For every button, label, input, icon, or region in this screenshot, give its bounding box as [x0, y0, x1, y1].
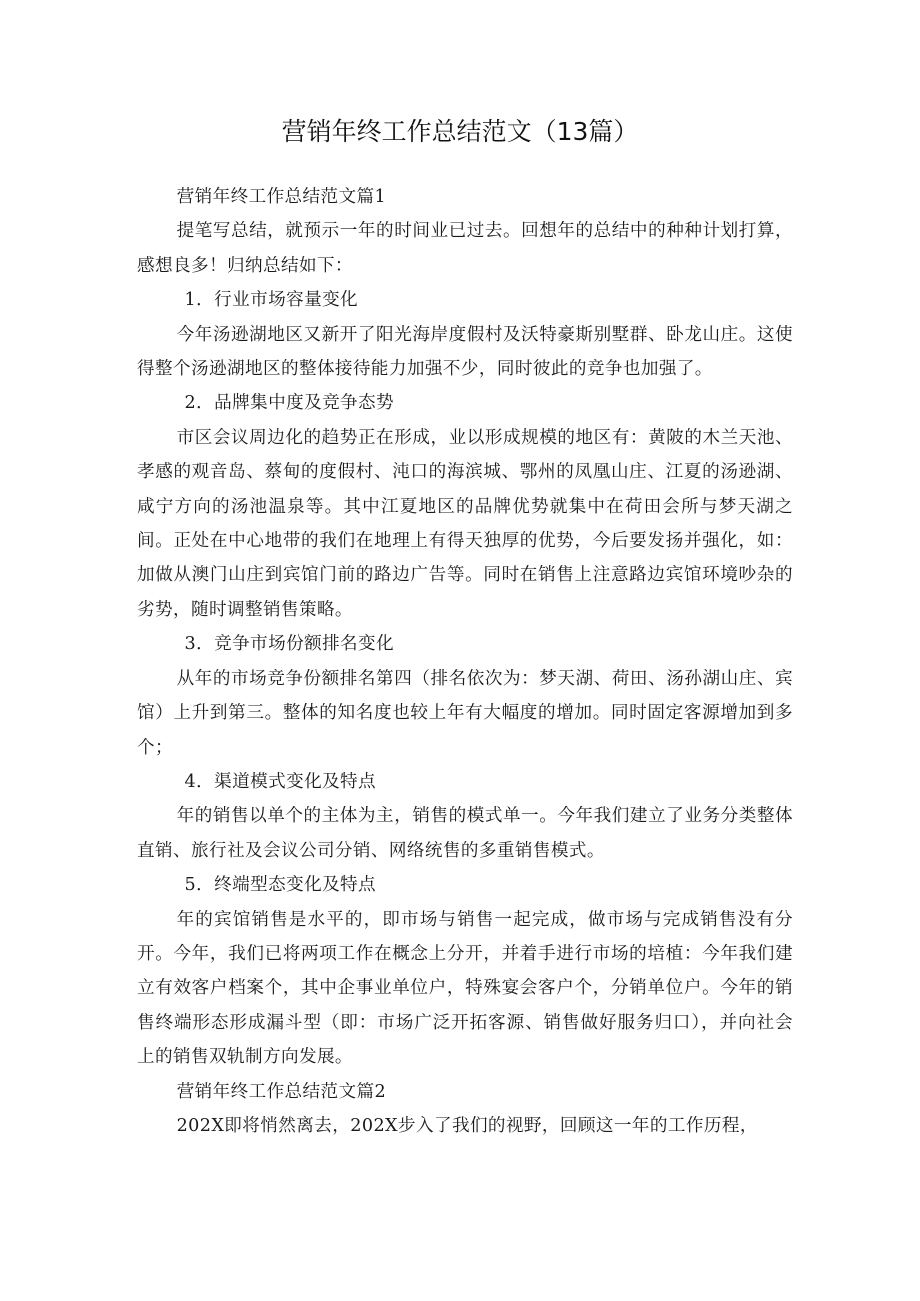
document-body — [137, 180, 793, 1143]
numbered-heading: 1．行业市场容量变化 — [184, 290, 359, 311]
paragraph: 从年的市场竞争份额排名第四（排名依次为：梦天湖、荷田、汤孙湖山庄、宾馆）上升到第三。整体的知名度也较上年有大幅度的增加。同时固定客源增加到多个； — [137, 668, 793, 758]
numbered-heading: 4．渠道模式变化及特点 — [184, 771, 377, 792]
numbered-heading: 3．竞争市场份额排名变化 — [184, 634, 395, 655]
document-title: 营销年终工作总结范文（13篇） — [281, 117, 639, 146]
numbered-heading: 5．终端型态变化及特点 — [184, 875, 377, 896]
paragraph: 市区会议周边化的趋势正在形成，业以形成规模的地区有：黄陂的木兰天池、孝感的观音岛、蔡甸的度假村、沌口的海滨城、鄂州的凤凰山庄、江夏的汤逊湖、咸宁方向的汤池温泉等。其中江夏地区的品牌优势就集中在荷田会所与梦天湖之间。正处在中心地带的我们在地理上有得天独厚的优势，今后要发扬并强化，如：加做从澳门山庄到宾馆门前的路边广告等。同时在销售上注意路边宾馆环境吵杂的劣势，随时调整销售策略。 — [137, 427, 793, 620]
section-heading: 营销年终工作总结范文篇1 — [176, 187, 387, 207]
paragraph: 今年汤逊湖地区又新开了阳光海岸度假村及沃特豪斯别墅群、卧龙山庄。这使得整个汤逊湖地区的整体接待能力加强不少，同时彼此的竞争也加强了。 — [137, 324, 793, 380]
paragraph: 年的销售以单个的主体为主，销售的模式单一。今年我们建立了业务分类整体直销、旅行社及会议公司分销、网络统售的多重销售模式。 — [137, 806, 793, 861]
paragraph: 202X即将悄然离去，202X步入了我们的视野，回顾这一年的工作历程， — [176, 1115, 758, 1136]
numbered-heading: 2．品牌集中度及竞争态势 — [184, 393, 395, 414]
section-heading: 营销年终工作总结范文篇2 — [176, 1081, 387, 1102]
paragraph: 提笔写总结，就预示一年的时间业已过去。回想年的总结中的种种计划打算，感想良多！归纳总结如下： — [137, 221, 793, 276]
paragraph: 年的宾馆销售是水平的，即市场与销售一起完成，做市场与完成销售没有分开。今年，我们已将两项工作在概念上分开，并着手进行市场的培植：今年我们建立有效客户档案个，其中企事业单位户，特殊宴会客户个，分销单位户。今年的销售终端形态形成漏斗型（即：市场广泛开拓客源、销售做好服务归口），并向社会上的销售双轨制方向发展。 — [137, 909, 793, 1068]
